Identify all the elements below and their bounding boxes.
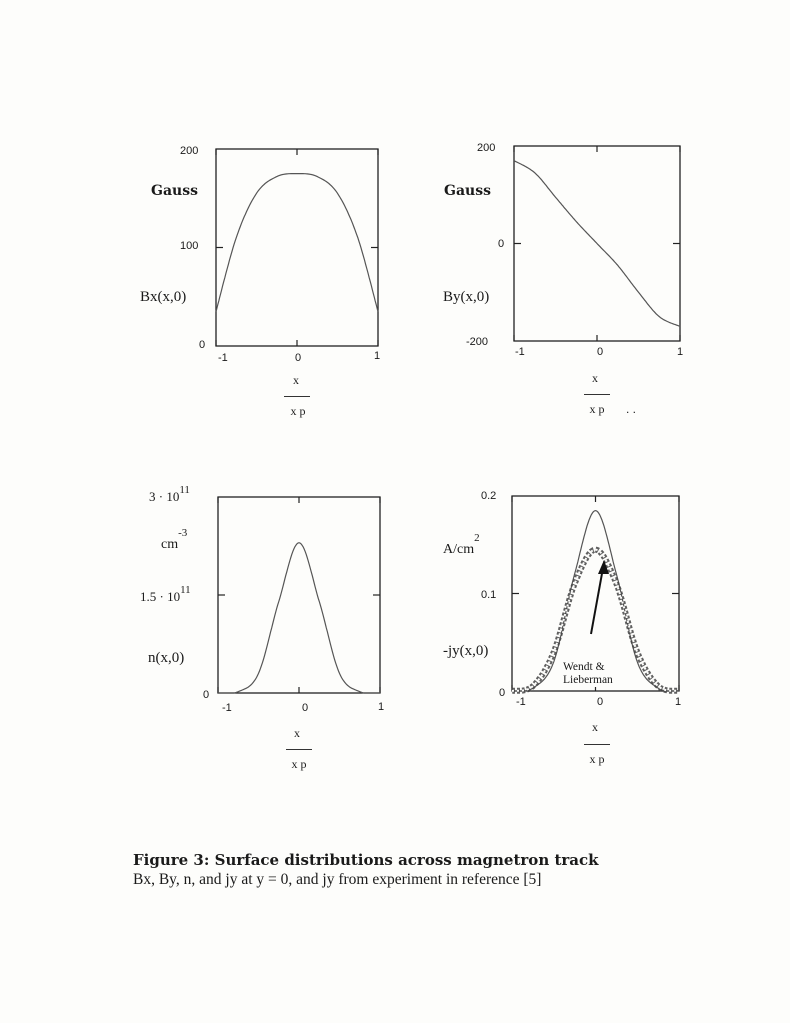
by-unit-label: Gauss xyxy=(444,183,491,199)
bx-ytick-100: 100 xyxy=(180,240,199,252)
jy-unit-label: $A/cm^2$ xyxy=(443,532,480,557)
jy-ylabel: -jy(x,0) xyxy=(443,643,489,659)
n-xtick-1: 1 xyxy=(378,701,385,713)
bx-unit-label: Gauss xyxy=(151,183,198,199)
bx-xtick-1: 1 xyxy=(374,350,381,362)
jy-xlabel-num: x xyxy=(592,720,598,734)
Bx-plot-frame xyxy=(216,149,378,346)
by-xtick-0: 0 xyxy=(597,346,604,358)
n-xtick-neg1: -1 xyxy=(222,702,232,714)
n-xtick-0: 0 xyxy=(302,702,309,714)
jy-xtick-0: 0 xyxy=(597,696,604,708)
by-xlabel-bar xyxy=(584,394,610,395)
jy-ytick-0-2: 0.2 xyxy=(481,490,497,502)
n-ytick-top: $3 \cdot 10^{11}$ xyxy=(149,484,190,504)
n-plot-frame xyxy=(218,497,380,693)
bx-xtick-neg1: -1 xyxy=(218,352,228,364)
By-series-0-line xyxy=(514,161,680,327)
jy-xtick-neg1: -1 xyxy=(516,696,526,708)
by-xtick-1: 1 xyxy=(677,346,684,358)
bx-ytick-0: 0 xyxy=(199,339,206,351)
jy-ytick-0-1: 0.1 xyxy=(481,589,497,601)
by-ytick-0: 0 xyxy=(498,238,505,250)
bx-ytick-200: 200 xyxy=(180,145,199,157)
bx-ylabel: Bx(x,0) xyxy=(140,289,187,305)
bx-xlabel-den: x p xyxy=(290,404,306,418)
figure-caption-title: Figure 3: Surface distributions across magnetron track xyxy=(133,851,599,869)
by-trailing-dots: . . xyxy=(626,402,637,416)
n-xlabel-bar xyxy=(286,749,312,750)
bx-xlabel-num: x xyxy=(293,373,299,387)
n-unit-label: $cm^{-3}$ xyxy=(161,527,188,552)
n-series-0-line xyxy=(218,543,380,693)
by-xtick-neg1: -1 xyxy=(515,346,525,358)
n-ylabel: n(x,0) xyxy=(148,650,185,666)
wendt-lieberman-annotation: Wendt & Lieberman xyxy=(563,661,613,686)
annotation-arrow-shaft xyxy=(591,568,603,634)
jy-xlabel-den: x p xyxy=(589,752,605,766)
n-xlabel-den: x p xyxy=(291,757,307,771)
by-ylabel: By(x,0) xyxy=(443,289,490,305)
by-ytick-neg200: -200 xyxy=(466,336,489,348)
by-xlabel-den: x p xyxy=(589,402,605,416)
n-xlabel-num: x xyxy=(294,726,300,740)
bx-xlabel-bar xyxy=(284,396,310,397)
Bx-series-0-line xyxy=(216,174,378,312)
figure-caption-body: Bx, By, n, and jy at y = 0, and jy from experiment in reference [5] xyxy=(133,871,542,888)
n-ytick-0: 0 xyxy=(203,689,210,701)
jy-xtick-1: 1 xyxy=(675,696,682,708)
bx-xtick-0: 0 xyxy=(295,352,302,364)
jy-ytick-0: 0 xyxy=(499,687,506,699)
n-ytick-mid: $1.5 \cdot 10^{11}$ xyxy=(140,584,191,604)
by-ytick-200: 200 xyxy=(477,142,496,154)
by-xlabel-num: x xyxy=(592,371,598,385)
jy-xlabel-bar xyxy=(584,744,610,745)
